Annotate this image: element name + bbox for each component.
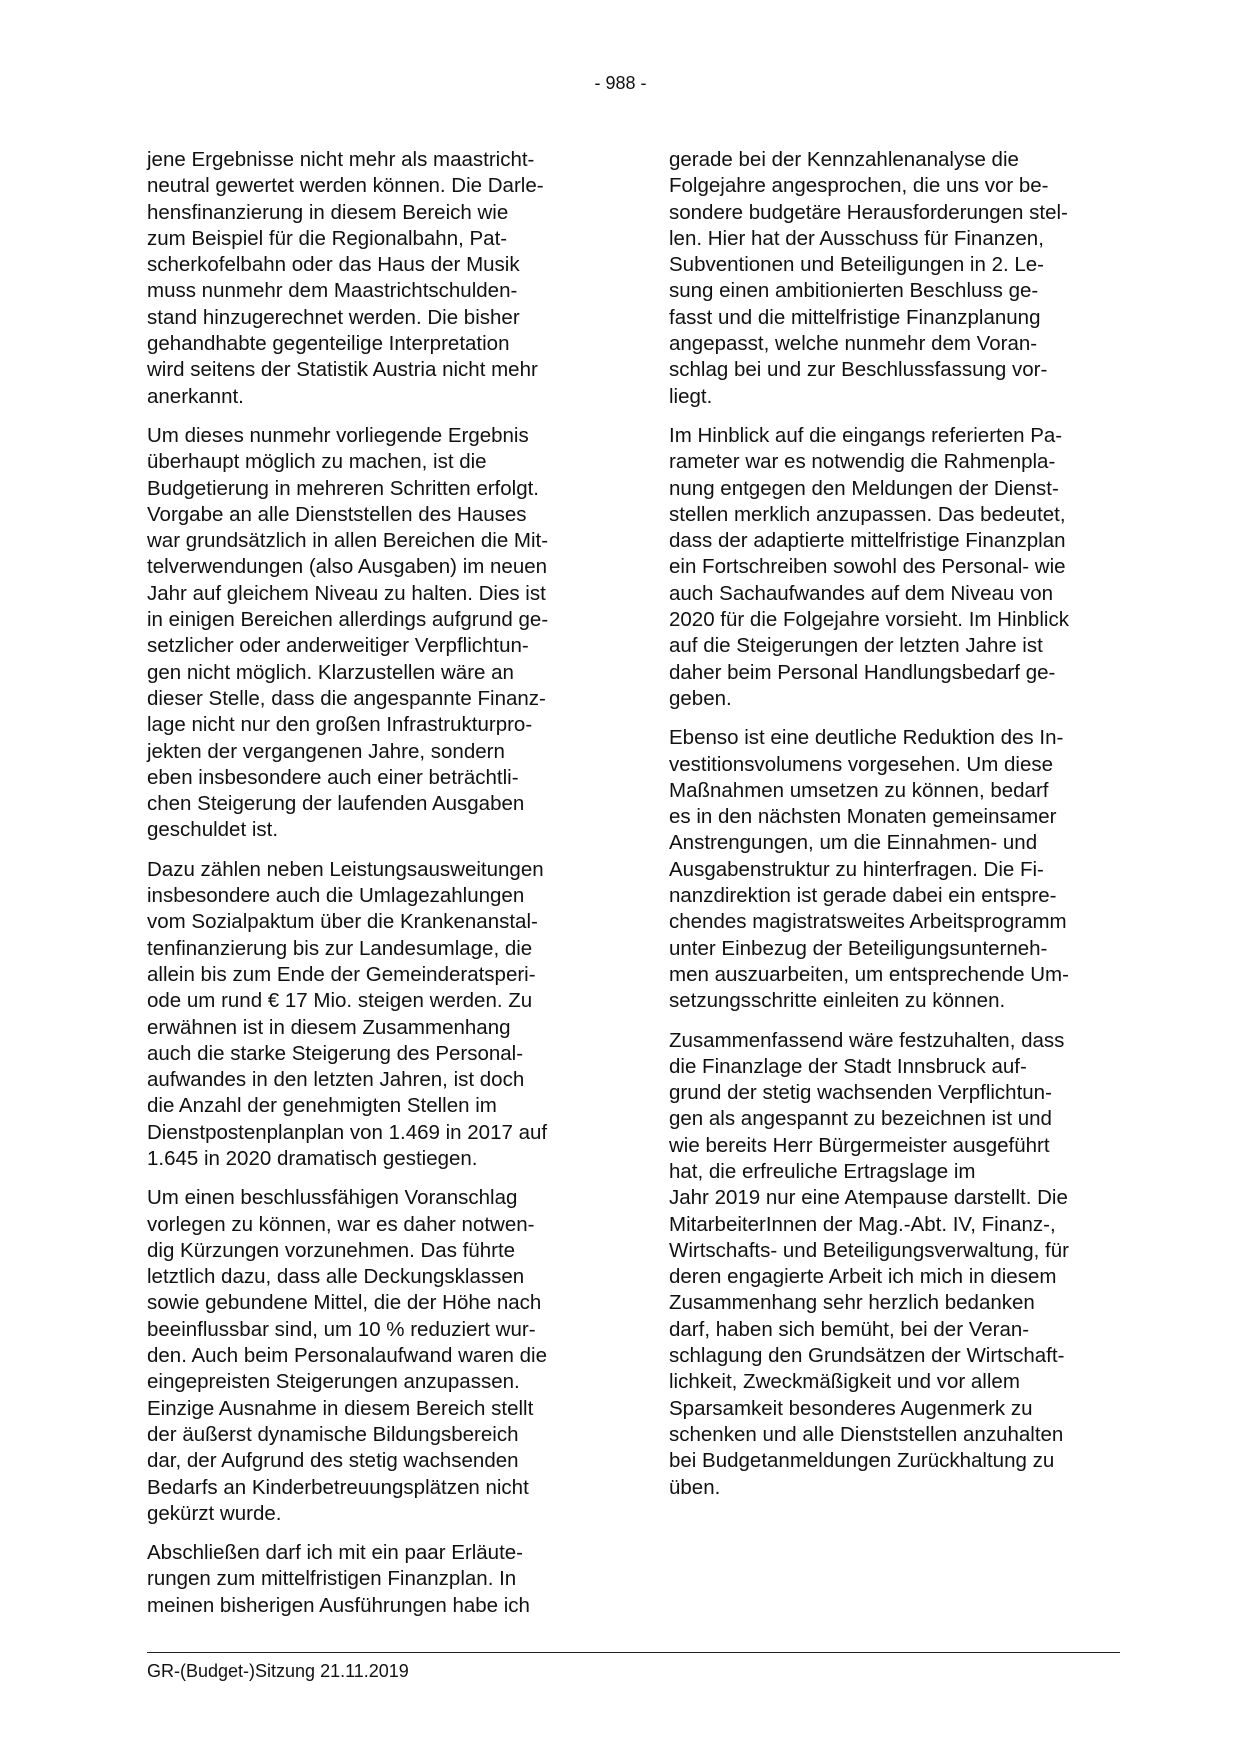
text-line: Folgejahre angesprochen, die uns vor be- bbox=[669, 174, 1049, 198]
paragraph bbox=[147, 147, 597, 410]
text-line: hat, die erfreuliche Ertragslage im bbox=[669, 1159, 976, 1183]
text-line: sung einen ambitionierten Beschluss ge- bbox=[669, 279, 1039, 303]
text-line: angepasst, welche nunmehr dem Voran- bbox=[669, 332, 1038, 356]
text-line: erwähnen ist in diesem Zusammenhang bbox=[147, 1015, 511, 1039]
text-line: schlag bei und zur Beschlussfassung vor- bbox=[669, 358, 1048, 382]
text-line: die Finanzlage der Stadt Innsbruck auf- bbox=[669, 1054, 1027, 1078]
text-line: schenken und alle Dienststellen anzuhalten bbox=[669, 1422, 1064, 1446]
text-line: Subventionen und Beteiligungen in 2. Le- bbox=[669, 253, 1044, 277]
text-line: bei Budgetanmeldungen Zurückhaltung zu bbox=[669, 1449, 1055, 1473]
text-line: Anstrengungen, um die Einnahmen- und bbox=[669, 831, 1038, 855]
text-line: war grundsätzlich in allen Bereichen die Mit- bbox=[147, 529, 549, 553]
text-line: setzlicher oder anderweitiger Verpflichtun- bbox=[147, 634, 529, 658]
text-line: gen nicht möglich. Klarzustellen wäre an bbox=[147, 660, 514, 684]
footer-divider bbox=[147, 1652, 1120, 1653]
text-line: Abschließen darf ich mit ein paar Erläute- bbox=[147, 1541, 524, 1565]
text-line: sondere budgetäre Herausforderungen stel- bbox=[669, 200, 1068, 224]
text-line: Dienstpostenplanplan von 1.469 in 2017 auf bbox=[147, 1120, 548, 1144]
text-line: überhaupt möglich zu machen, ist die bbox=[147, 450, 487, 474]
text-line: üben. bbox=[669, 1475, 721, 1499]
text-line: aufwandes in den letzten Jahren, ist doch bbox=[147, 1068, 525, 1092]
text-line: jekten der vergangenen Jahre, sondern bbox=[147, 739, 505, 763]
text-line: Ausgabenstruktur zu hinterfragen. Die Fi- bbox=[669, 857, 1044, 881]
text-line: Um dieses nunmehr vorliegende Ergebnis bbox=[147, 423, 529, 447]
text-line: dieser Stelle, dass die angespannte Finanz- bbox=[147, 686, 546, 710]
text-line: MitarbeiterInnen der Mag.-Abt. IV, Finanz-, bbox=[669, 1212, 1056, 1236]
paragraph bbox=[669, 1028, 1119, 1501]
text-line: men auszuarbeiten, um entsprechende Um- bbox=[669, 962, 1069, 986]
text-line: neutral gewertet werden können. Die Darle- bbox=[147, 174, 544, 198]
text-line: telverwendungen (also Ausgaben) im neuen bbox=[147, 555, 548, 579]
paragraph bbox=[669, 147, 1119, 410]
text-line: sowie gebundene Mittel, die der Höhe nach bbox=[147, 1291, 542, 1315]
text-line: liegt. bbox=[669, 384, 713, 408]
text-line: geben. bbox=[669, 686, 732, 710]
text-line: vorlegen zu können, war es daher notwen- bbox=[147, 1212, 535, 1236]
text-line: tenfinanzierung bis zur Landesumlage, die bbox=[147, 936, 533, 960]
text-line: eingepreisten Steigerungen anzupassen. bbox=[147, 1370, 520, 1394]
text-line: die Anzahl der genehmigten Stellen im bbox=[147, 1094, 497, 1118]
text-line: 2020 für die Folgejahre vorsieht. Im Hinblick bbox=[669, 608, 1069, 632]
text-line: ode um rund € 17 Mio. steigen werden. Zu bbox=[147, 989, 533, 1013]
text-line: setzungsschritte einleiten zu können. bbox=[669, 989, 1006, 1013]
text-line: es in den nächsten Monaten gemeinsamer bbox=[669, 805, 1057, 829]
text-line: Im Hinblick auf die eingangs referierten Pa- bbox=[669, 423, 1063, 447]
text-line: anerkannt. bbox=[147, 384, 244, 408]
text-line: ein Fortschreiben sowohl des Personal- wie bbox=[669, 555, 1066, 579]
text-line: der äußerst dynamische Bildungsbereich bbox=[147, 1422, 519, 1446]
text-line: chen Steigerung der laufenden Ausgaben bbox=[147, 792, 525, 816]
text-line: auch die starke Steigerung des Personal- bbox=[147, 1041, 524, 1065]
text-line: rameter war es notwendig die Rahmenpla- bbox=[669, 450, 1056, 474]
text-line: den. Auch beim Personalaufwand waren die bbox=[147, 1344, 548, 1368]
text-line: nung entgegen den Meldungen der Dienst- bbox=[669, 476, 1059, 500]
text-line: insbesondere auch die Umlagezahlungen bbox=[147, 884, 525, 908]
paragraph bbox=[669, 423, 1119, 712]
text-line: Budgetierung in mehreren Schritten erfolgt. bbox=[147, 476, 540, 500]
text-line: gen als angespannt zu bezeichnen ist und bbox=[669, 1107, 1052, 1131]
text-line: 1.645 in 2020 dramatisch gestiegen. bbox=[147, 1146, 478, 1170]
left-column bbox=[147, 147, 597, 1632]
text-line: allein bis zum Ende der Gemeinderatsperi- bbox=[147, 962, 536, 986]
text-line: zum Beispiel für die Regionalbahn, Pat- bbox=[147, 226, 508, 250]
text-line: hensfinanzierung in diesem Bereich wie bbox=[147, 200, 509, 224]
footer-session-label: GR-(Budget-)Sitzung 21.11.2019 bbox=[147, 1661, 409, 1681]
text-line: lichkeit, Zweckmäßigkeit und vor allem bbox=[669, 1370, 1020, 1394]
text-line: dig Kürzungen vorzunehmen. Das führte bbox=[147, 1238, 516, 1262]
text-line: meinen bisherigen Ausführungen habe ich bbox=[147, 1593, 530, 1617]
text-line: wie bereits Herr Bürgermeister ausgeführt bbox=[669, 1133, 1050, 1157]
paragraph bbox=[147, 1185, 597, 1527]
text-line: lage nicht nur den großen Infrastrukturpro- bbox=[147, 713, 533, 737]
text-line: daher beim Personal Handlungsbedarf ge- bbox=[669, 660, 1056, 684]
text-line: darf, haben sich bemüht, bei der Veran- bbox=[669, 1317, 1030, 1341]
text-line: vestitionsvolumens vorgesehen. Um diese bbox=[669, 752, 1053, 776]
text-line: Jahr 2019 nur eine Atempause darstellt. Die bbox=[669, 1186, 1068, 1210]
paragraph bbox=[147, 1540, 597, 1619]
text-line: Jahr auf gleichem Niveau zu halten. Dies ist bbox=[147, 581, 546, 605]
text-line: beeinflussbar sind, um 10 % reduziert wur- bbox=[147, 1317, 536, 1341]
text-line: deren engagierte Arbeit ich mich in diesem bbox=[669, 1265, 1057, 1289]
page-number: - 988 - bbox=[594, 73, 647, 93]
text-line: len. Hier hat der Ausschuss für Finanzen, bbox=[669, 226, 1044, 250]
text-line: Dazu zählen neben Leistungsausweitungen bbox=[147, 857, 544, 881]
text-line: chendes magistratsweites Arbeitsprogramm bbox=[669, 910, 1067, 934]
text-line: nanzdirektion ist gerade dabei ein entspre- bbox=[669, 884, 1057, 908]
text-line: fasst und die mittelfristige Finanzplanung bbox=[669, 305, 1041, 329]
paragraph bbox=[147, 423, 597, 844]
text-line: Maßnahmen umsetzen zu können, bedarf bbox=[669, 778, 1049, 802]
text-line: in einigen Bereichen allerdings aufgrund ge- bbox=[147, 608, 549, 632]
text-line: Zusammenhang sehr herzlich bedanken bbox=[669, 1291, 1035, 1315]
text-line: grund der stetig wachsenden Verpflichtun- bbox=[669, 1081, 1052, 1105]
text-line: Sparsamkeit besonderes Augenmerk zu bbox=[669, 1396, 1033, 1420]
text-line: auch Sachaufwandes auf dem Niveau von bbox=[669, 581, 1054, 605]
text-line: letztlich dazu, dass alle Deckungsklassen bbox=[147, 1265, 525, 1289]
text-line: dar, der Aufgrund des stetig wachsenden bbox=[147, 1449, 519, 1473]
text-line: rungen zum mittelfristigen Finanzplan. In bbox=[147, 1567, 517, 1591]
text-line: dass der adaptierte mittelfristige Finanzplan bbox=[669, 529, 1066, 553]
text-line: Wirtschafts- und Beteiligungsverwaltung, für bbox=[669, 1238, 1069, 1262]
text-line: Vorgabe an alle Dienststellen des Hauses bbox=[147, 502, 527, 526]
text-line: auf die Steigerungen der letzten Jahre ist bbox=[669, 634, 1043, 658]
text-line: Um einen beschlussfähigen Voranschlag bbox=[147, 1186, 518, 1210]
text-line: vom Sozialpaktum über die Krankenanstal- bbox=[147, 910, 538, 934]
text-line: muss nunmehr dem Maastrichtschulden- bbox=[147, 279, 518, 303]
text-line: jene Ergebnisse nicht mehr als maastricht- bbox=[147, 148, 535, 171]
text-line: Bedarfs an Kinderbetreuungsplätzen nicht bbox=[147, 1475, 529, 1499]
text-line: gerade bei der Kennzahlenanalyse die bbox=[669, 148, 1019, 171]
text-line: wird seitens der Statistik Austria nicht mehr bbox=[147, 358, 538, 382]
right-column bbox=[669, 147, 1119, 1514]
text-line: eben insbesondere auch einer beträchtli- bbox=[147, 765, 519, 789]
text-line: stellen merklich anzupassen. Das bedeutet, bbox=[669, 502, 1066, 526]
text-line: gehandhabte gegenteilige Interpretation bbox=[147, 332, 510, 356]
paragraph bbox=[669, 725, 1119, 1014]
text-line: gekürzt wurde. bbox=[147, 1501, 282, 1525]
paragraph bbox=[147, 857, 597, 1173]
text-line: Einzige Ausnahme in diesem Bereich stellt bbox=[147, 1396, 534, 1420]
text-line: geschuldet ist. bbox=[147, 818, 279, 842]
text-line: unter Einbezug der Beteiligungsunterneh- bbox=[669, 936, 1048, 960]
text-line: Ebenso ist eine deutliche Reduktion des In- bbox=[669, 726, 1064, 750]
text-line: scherkofelbahn oder das Haus der Musik bbox=[147, 253, 520, 277]
text-line: Zusammenfassend wäre festzuhalten, dass bbox=[669, 1028, 1065, 1052]
text-line: schlagung den Grundsätzen der Wirtschaft- bbox=[669, 1344, 1065, 1368]
text-line: stand hinzugerechnet werden. Die bisher bbox=[147, 305, 520, 329]
